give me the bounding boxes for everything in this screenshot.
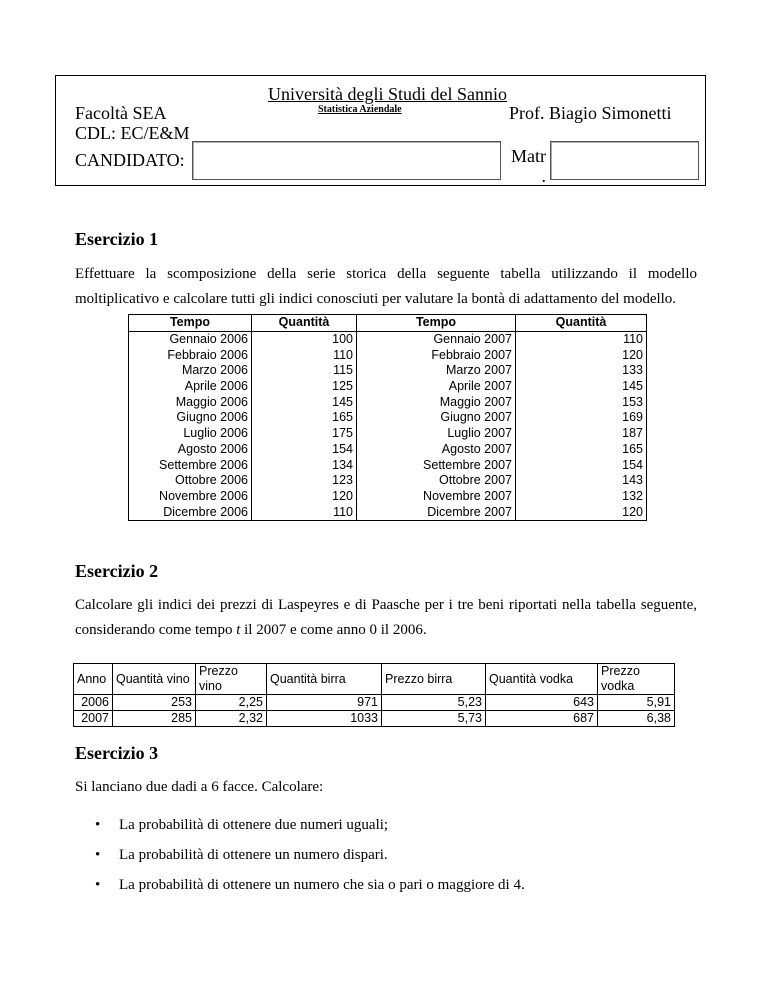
faculty: Facoltà SEA — [75, 103, 167, 123]
table-cell: 1033 — [267, 711, 382, 727]
table-cell: 100 — [252, 331, 357, 347]
table-cell: 110 — [516, 331, 647, 347]
table-cell: 285 — [113, 711, 196, 727]
table-cell: 145 — [516, 379, 647, 395]
table-row — [129, 363, 647, 379]
table-cell: Luglio 2007 — [357, 426, 516, 442]
table-cell: 169 — [516, 410, 647, 426]
table-cell: Novembre 2006 — [129, 489, 252, 505]
time-series-table — [128, 314, 647, 521]
column-header: Quantità birra — [267, 664, 382, 695]
list-item: • La probabilità di ottenere un numero dispari. — [75, 840, 525, 870]
table-cell: 132 — [516, 489, 647, 505]
exercise-1-title: Esercizio 1 — [75, 229, 159, 249]
column-header: Anno — [74, 664, 113, 695]
table-row — [129, 410, 647, 426]
course-name: Statistica Aziendale — [318, 104, 402, 115]
table-cell: Gennaio 2006 — [129, 331, 252, 347]
table-cell: 110 — [252, 504, 357, 520]
bullet-icon: • — [95, 877, 101, 893]
table-cell: Giugno 2007 — [357, 410, 516, 426]
table-row — [129, 489, 647, 505]
price-index-table — [73, 663, 675, 727]
exercise-1-text: Effettuare la scomposizione della serie storica della seguente tabella utilizzando il modello moltiplicativo e calcolare tutti gli indici conosciuti per valutare la bontà di adattamento del modello. — [75, 266, 697, 307]
bullet-icon: • — [95, 847, 101, 863]
table-cell: 120 — [516, 504, 647, 520]
list-item: • La probabilità di ottenere un numero che sia o pari o maggiore di 4. — [75, 870, 525, 900]
table-cell: 253 — [113, 695, 196, 711]
table-cell: Settembre 2006 — [129, 457, 252, 473]
table-cell: 5,73 — [382, 711, 486, 727]
table-cell: 145 — [252, 394, 357, 410]
table-cell: Febbraio 2007 — [357, 347, 516, 363]
table-row — [129, 426, 647, 442]
table-cell: 153 — [516, 394, 647, 410]
table-cell: 187 — [516, 426, 647, 442]
table-cell: Agosto 2006 — [129, 442, 252, 458]
table-row — [129, 347, 647, 363]
table-cell: Marzo 2007 — [357, 363, 516, 379]
table-row — [129, 394, 647, 410]
table-cell: 115 — [252, 363, 357, 379]
column-header: Prezzo birra — [382, 664, 486, 695]
professor: Prof. Biagio Simonetti — [509, 103, 672, 123]
column-header: Tempo — [129, 315, 252, 332]
table-cell: 2,25 — [196, 695, 267, 711]
table-cell: Settembre 2007 — [357, 457, 516, 473]
table-cell: Luglio 2006 — [129, 426, 252, 442]
column-header: Quantità vino — [113, 664, 196, 695]
column-header: Quantità vodka — [486, 664, 598, 695]
column-header: Quantità — [516, 315, 647, 332]
table-cell: 110 — [252, 347, 357, 363]
column-header: Prezzo vodka — [598, 664, 675, 695]
matr-input[interactable] — [550, 141, 699, 180]
exercise-2-text: Calcolare gli indici dei prezzi di Laspeyres e di Paasche per i tre beni riportati nella tabella seguente, considerando come tempo t il 2007 e come anno 0 il 2006. — [75, 597, 697, 638]
table-cell: 143 — [516, 473, 647, 489]
table-cell: 2007 — [74, 711, 113, 727]
table-row — [74, 711, 675, 727]
exercise-2-title: Esercizio 2 — [75, 561, 159, 581]
table-cell: 5,23 — [382, 695, 486, 711]
table-cell: 643 — [486, 695, 598, 711]
exercise-3-text: Si lanciano due dadi a 6 facce. Calcolare: — [75, 779, 324, 795]
table-cell: Gennaio 2007 — [357, 331, 516, 347]
table-row — [129, 379, 647, 395]
table-cell: 120 — [252, 489, 357, 505]
table-cell: 971 — [267, 695, 382, 711]
table-cell: Giugno 2006 — [129, 410, 252, 426]
table-cell: Marzo 2006 — [129, 363, 252, 379]
table-cell: 687 — [486, 711, 598, 727]
bullet-icon: • — [95, 817, 101, 833]
table-cell: 123 — [252, 473, 357, 489]
table-row — [129, 331, 647, 347]
university-name: Università degli Studi del Sannio — [268, 84, 507, 104]
table-cell: 133 — [516, 363, 647, 379]
table-cell: Dicembre 2006 — [129, 504, 252, 520]
table-cell: Agosto 2007 — [357, 442, 516, 458]
table-row — [129, 442, 647, 458]
table-cell: Aprile 2006 — [129, 379, 252, 395]
table-cell: Ottobre 2006 — [129, 473, 252, 489]
table-cell: 134 — [252, 457, 357, 473]
table-header-row — [129, 315, 647, 332]
list-item: • La probabilità di ottenere due numeri uguali; — [75, 810, 525, 840]
column-header: Prezzo vino — [196, 664, 267, 695]
candidate-label: CANDIDATO: — [75, 150, 185, 170]
table-cell: Dicembre 2007 — [357, 504, 516, 520]
table-cell: Novembre 2007 — [357, 489, 516, 505]
table-cell: Aprile 2007 — [357, 379, 516, 395]
table-cell: 2006 — [74, 695, 113, 711]
table-cell: 154 — [516, 457, 647, 473]
cdl: CDL: EC/E&M — [75, 123, 190, 143]
matr-label: Matr . — [511, 146, 546, 186]
table-row — [129, 504, 647, 520]
candidate-input[interactable] — [192, 141, 501, 180]
table-cell: Ottobre 2007 — [357, 473, 516, 489]
exercise-3-list — [75, 810, 525, 900]
column-header: Quantità — [252, 315, 357, 332]
exercise-3-title: Esercizio 3 — [75, 743, 159, 763]
table-row — [129, 473, 647, 489]
table-cell: 165 — [516, 442, 647, 458]
table-cell: Maggio 2007 — [357, 394, 516, 410]
column-header: Tempo — [357, 315, 516, 332]
table-cell: 154 — [252, 442, 357, 458]
table-cell: Maggio 2006 — [129, 394, 252, 410]
table-cell: 175 — [252, 426, 357, 442]
table-header-row — [74, 664, 675, 695]
table-row — [129, 457, 647, 473]
table-cell: 6,38 — [598, 711, 675, 727]
table-row — [74, 695, 675, 711]
table-cell: 2,32 — [196, 711, 267, 727]
table-cell: 5,91 — [598, 695, 675, 711]
table-cell: Febbraio 2006 — [129, 347, 252, 363]
table-cell: 120 — [516, 347, 647, 363]
table-cell: 125 — [252, 379, 357, 395]
table-cell: 165 — [252, 410, 357, 426]
